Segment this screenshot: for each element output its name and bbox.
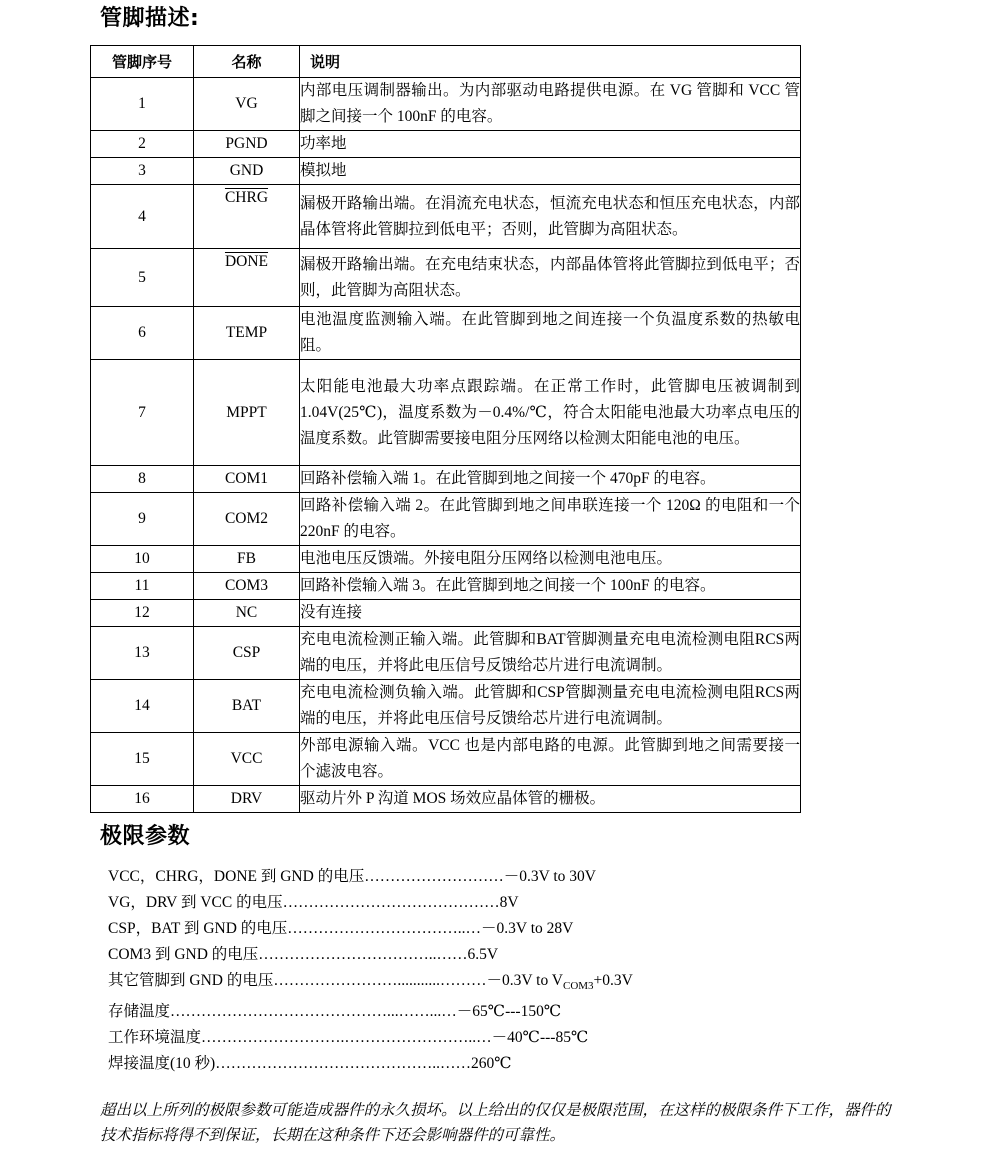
limit-value: 260℃ xyxy=(470,1055,512,1073)
pin-description: 回路补偿输入端 1。在此管脚到地之间接一个 470pF 的电容。 xyxy=(300,466,801,493)
pin-description: 充电电流检测正输入端。此管脚和BAT管脚测量充电电流检测电阻RCS两端的电压，并将此电压信号反馈给芯片进行电流调制。 xyxy=(300,627,801,680)
table-row xyxy=(91,360,801,466)
pin-number: 12 xyxy=(91,600,194,627)
pin-name: DRV xyxy=(194,786,300,813)
limit-value-subscript: COM3 xyxy=(562,980,594,993)
header-pin-number: 管脚序号 xyxy=(91,46,194,78)
pin-description: 模拟地 xyxy=(300,158,801,185)
pin-name: MPPT xyxy=(194,360,300,466)
pin-name: NC xyxy=(194,600,300,627)
pin-number: 16 xyxy=(91,786,194,813)
limit-label: CSP，BAT 到 GND 的电压 xyxy=(108,920,288,937)
pin-number: 2 xyxy=(91,131,194,158)
pin-description: 驱动片外 P 沟道 MOS 场效应晶体管的栅极。 xyxy=(300,786,801,813)
pin-description: 回路补偿输入端 3。在此管脚到地之间接一个 100nF 的电容。 xyxy=(300,573,801,600)
list-item xyxy=(108,1025,808,1051)
limit-value: －0.3V to V xyxy=(486,972,563,989)
pin-number: 6 xyxy=(91,307,194,360)
table-row xyxy=(91,680,801,733)
leader-dots: …………………………………… xyxy=(282,894,500,911)
pin-description: 漏极开路输出端。在充电结束状态，内部晶体管将此管脚拉到低电平；否则，此管脚为高阻状态。 xyxy=(300,249,801,307)
pin-name: GND xyxy=(194,158,300,185)
pin-name: COM3 xyxy=(194,573,300,600)
limit-value: －0.3V to 30V xyxy=(503,868,596,885)
list-item xyxy=(108,890,808,916)
pin-description: 电池电压反馈端。外接电阻分压网络以检测电池电压。 xyxy=(300,546,801,573)
leader-dots: ……………………………..… xyxy=(287,920,482,937)
leader-dots: ……………………… xyxy=(364,868,504,885)
pin-description: 功率地 xyxy=(300,131,801,158)
leader-dots: ……………………….……………………..… xyxy=(201,1029,492,1047)
leader-dots: ……………………………………..…… xyxy=(215,1055,471,1073)
table-row xyxy=(91,493,801,546)
table-row xyxy=(91,733,801,786)
pin-description: 漏极开路输出端。在涓流充电状态，恒流充电状态和恒压充电状态，内部晶体管将此管脚拉到低电平；否则，此管脚为高阻状态。 xyxy=(300,185,801,249)
list-item xyxy=(108,864,808,890)
limit-label: 存储温度 xyxy=(108,1003,171,1021)
table-row xyxy=(91,546,801,573)
pin-name: VG xyxy=(194,78,300,131)
limit-label: 其它管脚到 GND 的电压 xyxy=(108,972,274,989)
header-description: 说明 xyxy=(300,46,801,78)
limit-value-tail: +0.3V xyxy=(593,972,633,989)
table-row xyxy=(91,131,801,158)
pin-table-header xyxy=(91,46,801,78)
table-row xyxy=(91,249,801,307)
pin-table xyxy=(90,45,801,813)
pin-description: 回路补偿输入端 2。在此管脚到地之间串联连接一个 120Ω 的电阻和一个 220nF 的电容。 xyxy=(300,493,801,546)
pin-name: BAT xyxy=(194,680,300,733)
table-row xyxy=(91,78,801,131)
pin-number: 4 xyxy=(91,185,194,249)
pin-name: FB xyxy=(194,546,300,573)
pin-description: 太阳能电池最大功率点跟踪端。在正常工作时，此管脚电压被调制到 1.04V(25℃)，温度系数为－0.4%/℃，符合太阳能电池最大功率点电压的温度系数。此管脚需要接电阻分压网络以检测太阳能电池的电压。 xyxy=(300,360,801,466)
table-row xyxy=(91,307,801,360)
limit-value: －0.3V to 28V xyxy=(481,920,574,937)
table-row xyxy=(91,627,801,680)
pin-number: 9 xyxy=(91,493,194,546)
limit-label: 工作环境温度 xyxy=(108,1029,202,1047)
pin-number: 10 xyxy=(91,546,194,573)
pin-number: 8 xyxy=(91,466,194,493)
warning-note: 超出以上所列的极限参数可能造成器件的永久损坏。以上给出的仅仅是极限范围，在这样的极限条件下工作，器件的技术指标将得不到保证，长期在这种条件下还会影响器件的可靠性。 xyxy=(100,1102,891,1144)
absolute-max-ratings-title: 极限参数 xyxy=(100,824,191,849)
list-item xyxy=(108,968,808,999)
list-item xyxy=(108,999,808,1025)
pin-description: 内部电压调制器输出。为内部驱动电路提供电源。在 VG 管脚和 VCC 管脚之间接一个 100nF 的电容。 xyxy=(300,78,801,131)
table-row xyxy=(91,466,801,493)
pin-number: 5 xyxy=(91,249,194,307)
pin-number: 11 xyxy=(91,573,194,600)
pin-description: 外部电源输入端。VCC 也是内部电路的电源。此管脚到地之间需要接一个滤波电容。 xyxy=(300,733,801,786)
pin-name: CSP xyxy=(194,627,300,680)
pin-description-title: 管脚描述: xyxy=(100,6,200,31)
list-item xyxy=(108,916,808,942)
limits-list xyxy=(108,864,808,1077)
limit-label: VG，DRV 到 VCC 的电压 xyxy=(108,894,283,911)
header-pin-name: 名称 xyxy=(194,46,300,78)
limit-label: COM3 到 GND 的电压 xyxy=(108,946,259,963)
pin-description: 电池温度监测输入端。在此管脚到地之间连接一个负温度系数的热敏电阻。 xyxy=(300,307,801,360)
limit-label: 焊接温度(10 秒) xyxy=(108,1055,216,1073)
pin-name: PGND xyxy=(194,131,300,158)
pin-name: CHRG xyxy=(224,189,269,206)
pin-name: VCC xyxy=(194,733,300,786)
limit-value: 6.5V xyxy=(467,946,499,963)
pin-number: 1 xyxy=(91,78,194,131)
limit-label: VCC，CHRG，DONE 到 GND 的电压 xyxy=(108,868,365,885)
table-row xyxy=(91,600,801,627)
limit-value: －65℃---150℃ xyxy=(456,1003,562,1021)
table-row xyxy=(91,158,801,185)
pin-number: 14 xyxy=(91,680,194,733)
limit-value: 8V xyxy=(499,894,519,911)
list-item xyxy=(108,1051,808,1077)
pin-name: DONE xyxy=(224,253,269,270)
table-row xyxy=(91,573,801,600)
pin-name: COM2 xyxy=(194,493,300,546)
pin-name: TEMP xyxy=(194,307,300,360)
pin-name: COM1 xyxy=(194,466,300,493)
limit-value: －40℃---85℃ xyxy=(491,1029,589,1047)
table-row xyxy=(91,185,801,249)
pin-number: 15 xyxy=(91,733,194,786)
pin-description: 没有连接 xyxy=(300,600,801,627)
leader-dots: ……………………………..…… xyxy=(258,946,468,963)
table-row xyxy=(91,786,801,813)
leader-dots: ……………………...........……… xyxy=(273,972,487,989)
list-item xyxy=(108,942,808,968)
pin-description: 充电电流检测负输入端。此管脚和CSP管脚测量充电电流检测电阻RCS两端的电压，并将此电压信号反馈给芯片进行电流调制。 xyxy=(300,680,801,733)
pin-number: 13 xyxy=(91,627,194,680)
pin-number: 3 xyxy=(91,158,194,185)
pin-number: 7 xyxy=(91,360,194,466)
leader-dots: ……………………………………...……...… xyxy=(170,1003,457,1021)
